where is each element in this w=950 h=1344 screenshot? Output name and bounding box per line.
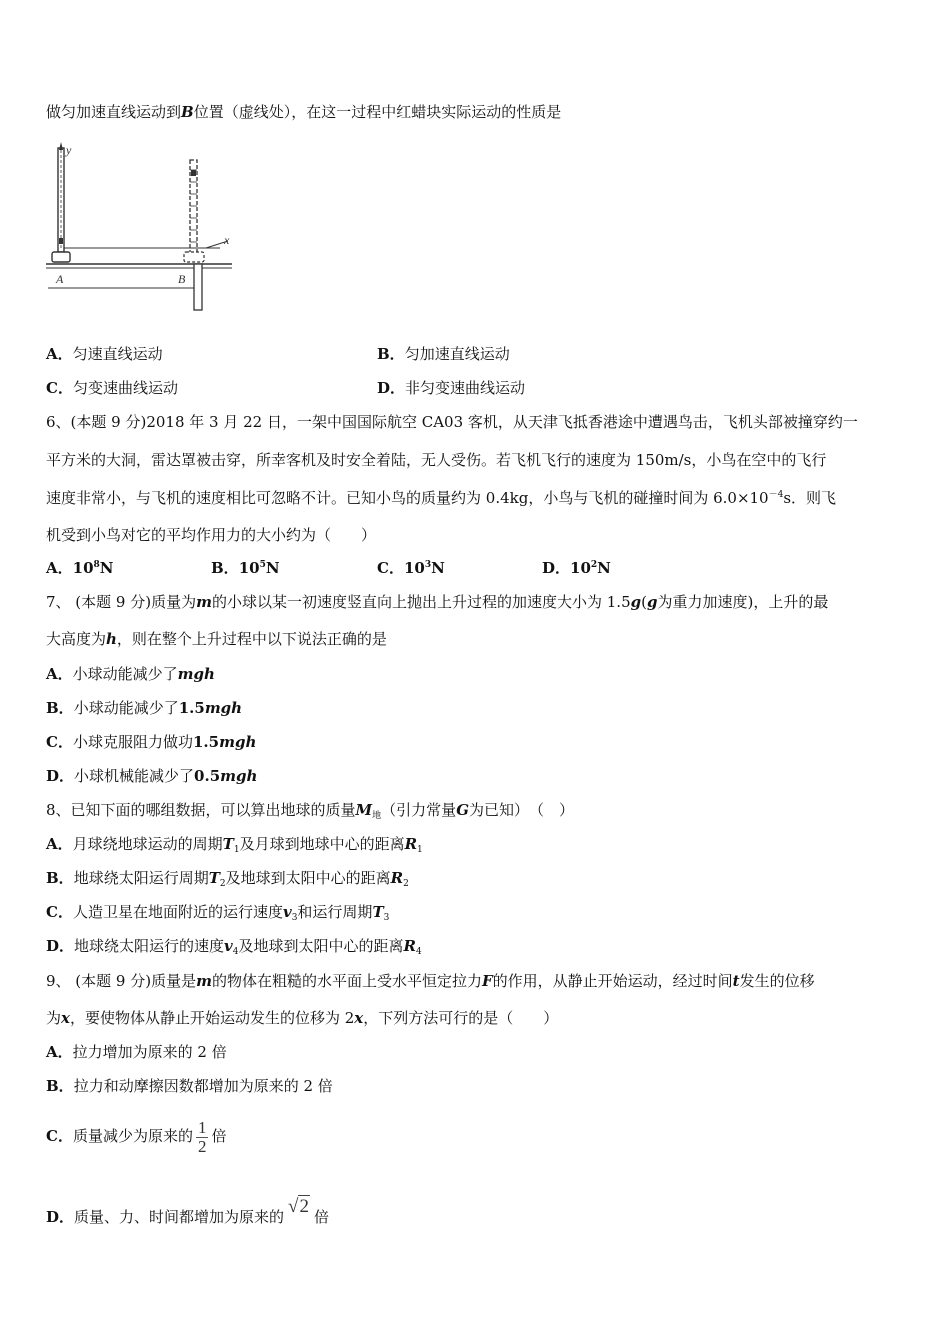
q7-line-2: 大高度为h，则在整个上升过程中以下说法正确的是 [46, 630, 387, 648]
y-axis-label: y [66, 143, 72, 157]
q6-option-b[interactable]: B．$10^5N$ [211, 559, 280, 577]
q8-stem: 8、已知下面的哪组数据，可以算出地球的质量$M_地$（引力常量G为已知） （ ） [46, 801, 575, 821]
q7-option-b[interactable]: B．小球动能减少了1.5mgh [46, 699, 243, 717]
q6-line-2: 平方米的大洞，雷达罩被击穿，所幸客机及时安全着陆，无人受伤。若飞机飞行的速度为 150m/s，小鸟在空中的飞行 [46, 451, 827, 469]
q6-option-a[interactable]: A．$10^8N$ [46, 559, 114, 577]
point-b-label: B [178, 272, 186, 286]
q5-option-d[interactable]: D．非匀变速曲线运动 [377, 379, 526, 397]
q8-option-d[interactable]: D．地球绕太阳运行的速度$v_4$及地球到太阳中心的距离$R_4$ [46, 937, 422, 957]
q9-line-2: 为x，要使物体从静止开始运动发生的位移为 2x，下列方法可行的是（ ） [46, 1009, 559, 1027]
q6-option-c[interactable]: C．$10^3N$ [377, 559, 445, 577]
q8-option-b[interactable]: B．地球绕太阳运行周期$T_2$及地球到太阳中心的距离$R_2$ [46, 869, 409, 889]
q8-option-c[interactable]: C．人造卫星在地面附近的运行速度$v_3$和运行周期$T_3$ [46, 903, 390, 923]
point-a-label: A [56, 272, 64, 286]
q9-option-b[interactable]: B．拉力和动摩擦因数都增加为原来的 2 倍 [46, 1077, 333, 1095]
q7-option-c[interactable]: C．小球克服阻力做功1.5mgh [46, 733, 257, 751]
q7-option-a[interactable]: A．小球动能减少了mgh [46, 665, 215, 683]
candle-tube-figure [44, 140, 244, 315]
fraction-one-half: $\frac{1}{2}$ [197, 1117, 207, 1156]
q7-line-1: 7、 (本题 9 分)质量为m的小球以某一初速度竖直向上抛出上升过程的加速度大小为 1.5g(g为重力加速度)，上升的最 [46, 593, 829, 611]
q5-option-a[interactable]: A．匀速直线运动 [46, 345, 163, 363]
q5-option-c[interactable]: C．匀变速曲线运动 [46, 379, 178, 397]
q9-option-d[interactable]: D．质量、力、时间都增加为原来的 √2 倍 [46, 1196, 329, 1226]
q9-option-a[interactable]: A．拉力增加为原来的 2 倍 [46, 1043, 227, 1061]
x-axis-label: x [224, 233, 230, 247]
q5-option-b[interactable]: B．匀加速直线运动 [377, 345, 510, 363]
q5-intro: 做匀加速直线运动到B位置（虚线处），在这一过程中红蜡块实际运动的性质是 [46, 103, 562, 121]
q7-option-d[interactable]: D．小球机械能减少了0.5mgh [46, 767, 258, 785]
q6-line-4: 机受到小鸟对它的平均作用力的大小约为（ ） [46, 526, 377, 544]
q6-line-3: 速度非常小，与飞机的速度相比可忽略不计。已知小鸟的质量约为 0.4kg，小鸟与飞机的碰撞时间为 $6.0\times 10^{-4}s$．则飞 [46, 489, 837, 507]
q8-option-a[interactable]: A．月球绕地球运动的周期$T_1$及月球到地球中心的距离$R_1$ [46, 835, 423, 855]
q9-line-1: 9、 (本题 9 分)质量是m的物体在粗糙的水平面上受水平恒定拉力F的作用，从静止开始运动，经过时间t发生的位移 [46, 972, 815, 990]
sqrt-two: √2 [288, 1196, 309, 1217]
q9-option-c[interactable]: C．质量减少为原来的 $\frac{1}{2}$ 倍 [46, 1117, 227, 1156]
q6-line-1: 6、(本题 9 分)2018 年 3 月 22 日，一架中国国际航空 CA03 客机，从天津飞抵香港途中遭遇鸟击，飞机头部被撞穿约一 [46, 413, 858, 431]
q6-option-d[interactable]: D．$10^2N$ [542, 559, 611, 577]
